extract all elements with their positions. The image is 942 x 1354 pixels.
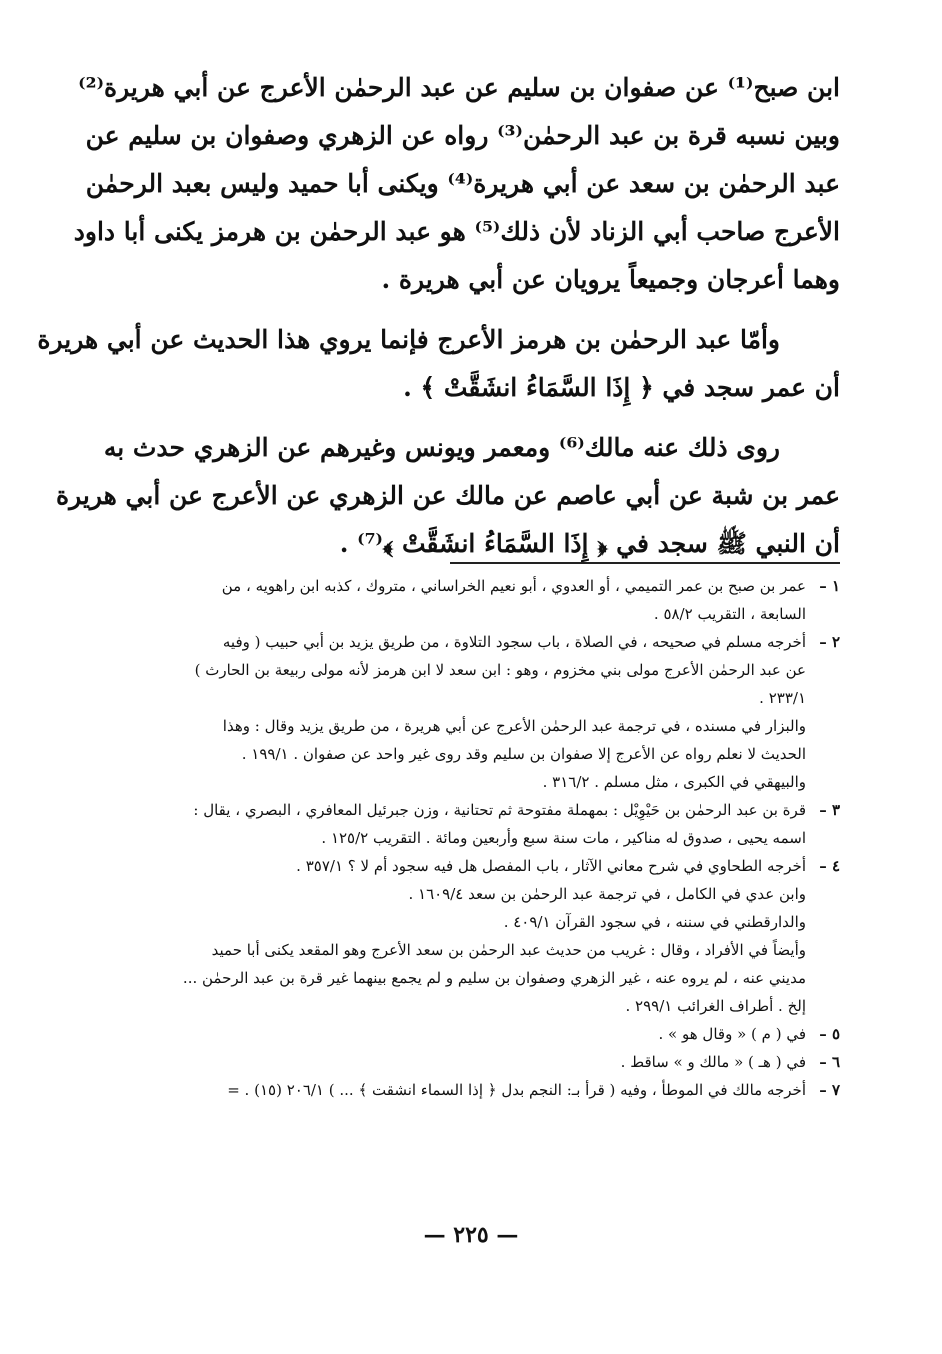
footnote-text: وأيضاً في الأفراد ، وقال : غريب من حديث عبد الرحمٰن بن سعد الأعرج وهو المقعد يكنى أبا حميد bbox=[211, 941, 806, 959]
footnote-text: أخرجه الطحاوي في شرح معاني الآثار ، باب المفصل هل فيه سجود أم لا ؟ ٣٥٧/١ . bbox=[296, 857, 806, 875]
footnote-line bbox=[140, 600, 840, 628]
footnote-number: ١ – bbox=[819, 577, 840, 595]
footnote-number: ٧ – bbox=[819, 1081, 840, 1099]
footnote-text: في ( م ) « وقال هو » . bbox=[658, 1025, 806, 1043]
footnote-text: أخرجه مسلم في صحيحه ، في الصلاة ، باب سجود التلاوة ، من طريق يزيد بن أبي حبيب ( وفيه bbox=[222, 633, 806, 651]
footnote-number: ٥ – bbox=[819, 1025, 840, 1043]
footnote-text: قرة بن عبد الرحمٰن بن حَيْوِيْل : بمهملة مفتوحة ثم تحتانية ، وزن جبرئيل المعافري ، البصري ، يقال : bbox=[193, 801, 806, 819]
footnote-text: والبيهقي في الكبرى ، مثل مسلم . ٣١٦/٢ . bbox=[542, 773, 806, 791]
footnote-number: ٦ – bbox=[819, 1053, 840, 1071]
text-line: وهما أعرجان وجميعاً يرويان عن أبي هريرة . bbox=[381, 265, 840, 294]
footnote-line bbox=[140, 992, 840, 1020]
text-line: عبد الرحمٰن بن سعد عن أبي هريرة⁽⁴⁾ ويكنى أبا حميد وليس بعبد الرحمٰن bbox=[85, 169, 840, 198]
footnote-text: أخرجه مالك في الموطأ ، وفيه ( قرأ بـ: النجم بدل ﴿ إذا السماء انشقت ﴾ ... ) ٢٠٦/١ (١٥) . = bbox=[227, 1081, 806, 1099]
text-line: أن النبي ﷺ سجد في ﴿ إِذَا السَّمَاءُ انشَقَّتْ ﴾⁽⁷⁾ . bbox=[339, 529, 840, 558]
footnote-text: والدارقطني في سننه ، في سجود القرآن ٤٠٩/١ . bbox=[503, 913, 806, 931]
footnote-number: ٣ – bbox=[819, 801, 840, 819]
footnote-text: ٢٣٣/١ . bbox=[759, 689, 806, 707]
footnote-text: عن عبد الرحمٰن الأعرج مولى بني مخزوم ، وهو : ابن سعد لا ابن هرمز لأنه مولى ربيعة بن الحارث ) bbox=[194, 661, 806, 679]
text-line: وأمّا عبد الرحمٰن بن هرمز الأعرج فإنما يروي هذا الحديث عن أبي هريرة bbox=[37, 325, 780, 354]
footnote-line bbox=[140, 768, 840, 796]
footnote-line bbox=[140, 628, 840, 656]
footnote-text: وابن عدي في الكامل ، في ترجمة عبد الرحمٰن بن سعد ١٦٠٩/٤ . bbox=[408, 885, 806, 903]
footnote-text: إلخ . أطراف الغرائب ٢٩٩/١ . bbox=[625, 997, 806, 1015]
footnote-line bbox=[140, 572, 840, 600]
text-line: ابن صبح⁽¹⁾ عن صفوان بن سليم عن عبد الرحمٰن الأعرج عن أبي هريرة⁽²⁾ bbox=[78, 73, 840, 102]
footnote-line bbox=[140, 964, 840, 992]
footnote-number: ٤ – bbox=[819, 857, 840, 875]
footnote-line bbox=[140, 1020, 840, 1048]
footnote-text: في ( هـ ) « مالك و » ساقط . bbox=[620, 1053, 806, 1071]
footnote-number: ٢ – bbox=[819, 633, 840, 651]
footnote-line bbox=[140, 656, 840, 684]
text-line: الأعرج صاحب أبي الزناد لأن ذلك⁽⁵⁾ هو عبد الرحمٰن بن هرمز يكنى أبا داود bbox=[73, 217, 840, 246]
footnote-text: والبزار في مسنده ، في ترجمة عبد الرحمٰن الأعرج عن أبي هريرة ، من طريق يزيد وقال : وهذا bbox=[222, 717, 806, 735]
footnote-line bbox=[140, 684, 840, 712]
footnotes bbox=[140, 572, 840, 1104]
footnote-line bbox=[140, 1076, 840, 1104]
footnote-line bbox=[140, 908, 840, 936]
text-line: وبين نسبه قرة بن عبد الرحمٰن⁽³⁾ رواه عن الزهري وصفوان بن سليم عن bbox=[85, 121, 840, 150]
footnote-text: اسمه يحيى ، صدوق له مناكير ، مات سنة سبع وأربعين ومائة . التقريب ١٢٥/٢ . bbox=[321, 829, 806, 847]
text-line: عمر بن شبة عن أبي عاصم عن مالك عن الزهري عن الأعرج عن أبي هريرة bbox=[56, 481, 840, 510]
footnote-line bbox=[140, 796, 840, 824]
footnote-text: السابعة ، التقريب ٥٨/٢ . bbox=[653, 605, 806, 623]
footnote-line bbox=[140, 936, 840, 964]
footnote-text: الحديث لا نعلم رواه عن الأعرج إلا صفوان بن سليم وقد روى غير واحد عن صفوان . ١٩٩/١ . bbox=[241, 745, 806, 763]
footnote-line bbox=[140, 712, 840, 740]
text-line: أن عمر سجد في ﴿ إِذَا السَّمَاءُ انشَقَّتْ ﴾ . bbox=[403, 373, 840, 402]
footnote-separator bbox=[450, 562, 840, 564]
footnote-text: مديني عنه ، لم يروه عنه ، غير الزهري وصفوان بن سليم و لم يجمع بينهما غير قرة بن عبد الرحمٰن ... bbox=[182, 969, 806, 987]
footnote-line bbox=[140, 824, 840, 852]
page-number: — ٢٢٥ — bbox=[423, 1222, 519, 1248]
footnote-line bbox=[140, 740, 840, 768]
footnote-line bbox=[140, 852, 840, 880]
footnote-line bbox=[140, 880, 840, 908]
text-line: روى ذلك عنه مالك⁽⁶⁾ ومعمر ويونس وغيرهم عن الزهري حدث به bbox=[103, 433, 780, 462]
footnote-text: عمر بن صبح بن عمر التميمي ، أو العدوي ، أبو نعيم الخراساني ، متروك ، كذبه ابن راهويه ، من bbox=[221, 577, 806, 595]
main-text bbox=[37, 64, 840, 568]
footnote-line bbox=[140, 1048, 840, 1076]
